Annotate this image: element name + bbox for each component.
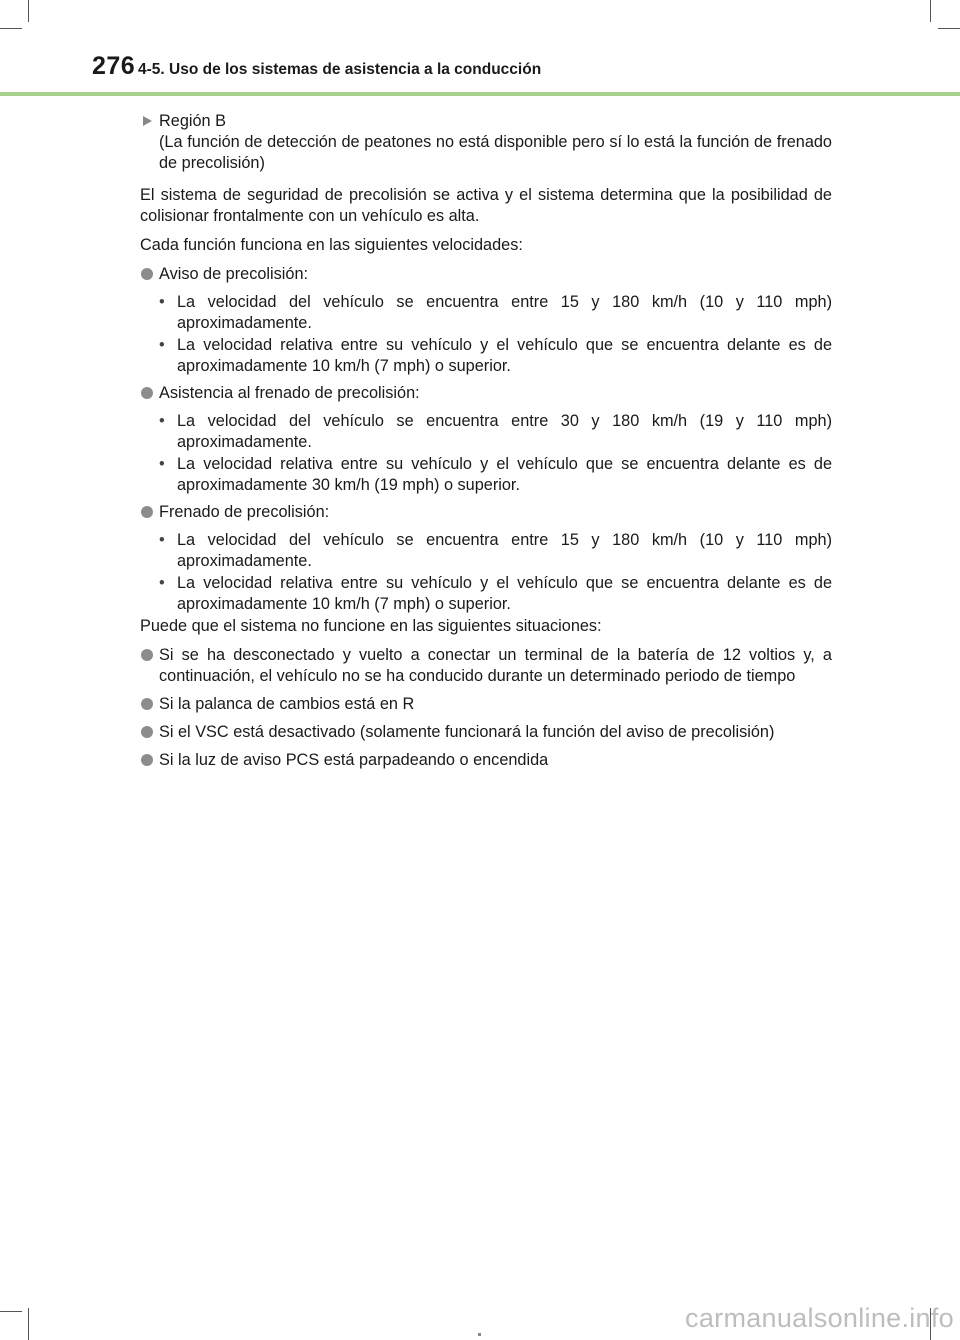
bullet-circle-icon: [141, 754, 153, 766]
list-item: • La velocidad del vehículo se encuentra entre 15 y 180 km/h (10 y 110 mph) aproximadamente.: [177, 530, 832, 572]
function-heading: Asistencia al frenado de precolisión:: [140, 383, 832, 404]
function-group: [140, 264, 832, 377]
list-item: • La velocidad relativa entre su vehículo y el vehículo que se encuentra delante es de aproximadamente 30 km/h (19 mph) o superior.: [177, 454, 832, 496]
header-rule: [0, 92, 960, 96]
function-group: [140, 383, 832, 496]
list-item: • La velocidad del vehículo se encuentra entre 15 y 180 km/h (10 y 110 mph) aproximadamente.: [177, 292, 832, 334]
situations-lead: Puede que el sistema no funcione en las siguientes situaciones:: [140, 617, 602, 635]
region-label: Región B: [159, 112, 226, 130]
page-number: 276: [92, 52, 136, 80]
watermark: carmanualsonline.info: [685, 1303, 954, 1333]
crop-mark: [28, 0, 29, 22]
region-note: (La función de detección de peatones no está disponible pero sí lo está la función de frenado de precolisión): [159, 133, 832, 172]
footer-mark: [478, 1333, 481, 1336]
crop-mark: [930, 0, 931, 22]
bullet-circle-icon: [141, 268, 153, 280]
crop-mark: [938, 28, 960, 29]
region-block: [140, 111, 832, 174]
list-item: • La velocidad relativa entre su vehículo y el vehículo que se encuentra delante es de aproximadamente 10 km/h (7 mph) o superior.: [177, 573, 832, 615]
condition-list: [140, 292, 832, 377]
crop-mark: [0, 1311, 22, 1312]
crop-mark: [28, 1308, 29, 1340]
situation-item: Si el VSC está desactivado (solamente funcionará la función del aviso de precolisión): [140, 722, 832, 743]
bullet-circle-icon: [141, 726, 153, 738]
page-header: [92, 52, 952, 86]
condition-list: [140, 411, 832, 496]
list-item: • La velocidad del vehículo se encuentra entre 30 y 180 km/h (19 y 110 mph) aproximadamente.: [177, 411, 832, 453]
function-group: [140, 502, 832, 615]
bullet-circle-icon: [141, 649, 153, 661]
situation-item: Si la luz de aviso PCS está parpadeando o encendida: [140, 750, 832, 771]
page-content: [140, 111, 832, 778]
bullet-circle-icon: [141, 698, 153, 710]
condition-list: [140, 530, 832, 615]
function-heading: Aviso de precolisión:: [140, 264, 832, 285]
triangle-icon: [143, 116, 152, 126]
situation-item: Si la palanca de cambios está en R: [140, 694, 832, 715]
list-item: • La velocidad relativa entre su vehículo y el vehículo que se encuentra delante es de aproximadamente 10 km/h (7 mph) o superior.: [177, 335, 832, 377]
section-title: 4-5. Uso de los sistemas de asistencia a la conducción: [138, 61, 542, 78]
activation-paragraph: El sistema de seguridad de precolisión se activa y el sistema determina que la posibilidad de colisionar frontalmente con un vehículo es alta.: [140, 186, 832, 225]
bullet-circle-icon: [141, 387, 153, 399]
bullet-circle-icon: [141, 506, 153, 518]
speeds-lead: Cada función funciona en las siguientes velocidades:: [140, 236, 523, 254]
situation-item: Si se ha desconectado y vuelto a conectar un terminal de la batería de 12 voltios y, a continuación, el vehículo no se ha conducido durante un determinado periodo de tiempo: [140, 645, 832, 687]
function-heading: Frenado de precolisión:: [140, 502, 832, 523]
crop-mark: [0, 28, 22, 29]
